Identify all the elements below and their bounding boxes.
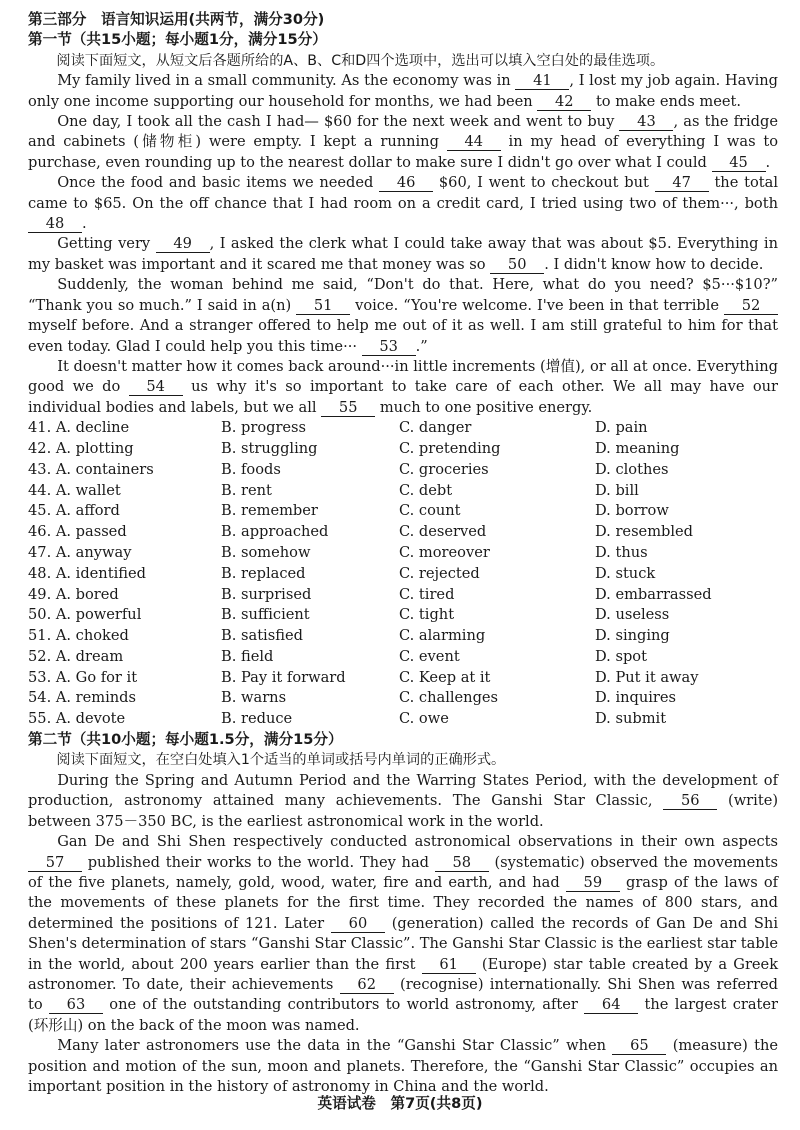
option-b: B. sufficient — [221, 606, 310, 624]
option-c: C. moreover — [399, 543, 490, 561]
option-c: C. rejected — [399, 564, 480, 582]
part-title: 第三部分 语言知识运用(共两节，满分30分) — [28, 11, 325, 28]
blank-45: 45 — [712, 154, 766, 172]
blank-65: 65 — [612, 1037, 666, 1055]
paragraph: My family lived in a small community. As the economy was in 41 , I lost my job again. Having only one income supporting our household for months, we had been 42 to make ends meet. — [28, 72, 778, 110]
blank-60: 60 — [331, 915, 385, 933]
paragraph: Gan De and Shi Shen respectively conducted astronomical observations in their own aspects 57 published their works to the world. They had 58 (systematic) observed the movements of the five planets, namely, gold, wood, water, fire and earth, and had 59 grasp of the laws of the movements of these planets for the first time. They recorded the names of 800 stars, and determined the positions of 121. Later 60 (generation) called the records of Gan De and Shi Shen's determination of stars “Ganshi Star Classic”. The Ganshi Star Classic is the earliest star table in the world, about 200 years earlier than the first 61 (Europe) star table created by a Greek astronomer. To date, their achievements 62 (recognise) internationally. Shi Shen was referred to 63 one of the outstanding contributors to world astronomy, after 64 the largest crater (环形山) on the back of the moon was named. — [28, 833, 779, 1034]
option-a: 53. A. Go for it — [28, 668, 138, 686]
option-c: C. tired — [399, 585, 455, 603]
blank-63: 63 — [49, 996, 103, 1014]
option-row — [28, 501, 778, 522]
option-b: B. reduce — [221, 710, 293, 728]
option-d: D. borrow — [595, 502, 669, 520]
blank-53: 53 — [362, 338, 416, 356]
blank-42: 42 — [537, 93, 591, 111]
option-a: 48. A. identified — [28, 564, 146, 582]
blank-46: 46 — [379, 174, 433, 192]
blank-48: 48 — [28, 215, 82, 233]
option-d: D. embarrassed — [595, 585, 712, 603]
option-c: C. groceries — [399, 460, 489, 478]
paragraph: Getting very 49 , I asked the clerk what I could take away that was about $5. Everything in my basket was important and it scared me that money was so 50 . I didn't know how to decide. — [28, 235, 778, 273]
option-d: D. pain — [595, 419, 648, 437]
blank-41: 41 — [515, 72, 569, 90]
option-a: 41. A. decline — [28, 419, 130, 437]
option-b: B. field — [221, 647, 274, 665]
blank-59: 59 — [566, 874, 620, 892]
option-row — [28, 585, 778, 606]
option-row — [28, 543, 778, 564]
blank-57: 57 — [28, 854, 82, 872]
option-a: 50. A. powerful — [28, 606, 142, 624]
option-c: C. owe — [399, 710, 449, 728]
option-c: C. tight — [399, 606, 455, 624]
option-c: C. deserved — [399, 523, 487, 541]
option-row — [28, 688, 778, 709]
blank-49: 49 — [156, 235, 210, 253]
option-row — [28, 564, 778, 585]
blank-52: 52 — [724, 297, 778, 315]
option-row — [28, 605, 778, 626]
option-row — [28, 626, 778, 647]
blank-47: 47 — [655, 174, 709, 192]
section1-instruction: 阅读下面短文，从短文后各题所给的A、B、C和D四个选项中，选出可以填入空白处的最佳选项。 — [56, 52, 665, 69]
blank-44: 44 — [447, 133, 501, 151]
option-d: D. useless — [595, 606, 670, 624]
option-a: 44. A. wallet — [28, 481, 121, 499]
blank-61: 61 — [422, 956, 476, 974]
option-b: B. replaced — [221, 564, 306, 582]
blank-51: 51 — [296, 297, 350, 315]
option-d: D. singing — [595, 627, 670, 645]
option-row — [28, 460, 778, 481]
option-c: C. Keep at it — [399, 668, 491, 686]
blank-64: 64 — [584, 996, 638, 1014]
option-row — [28, 522, 778, 543]
option-a: 46. A. passed — [28, 523, 127, 541]
option-d: D. submit — [595, 710, 667, 728]
option-a: 55. A. devote — [28, 710, 126, 728]
option-c: C. challenges — [399, 689, 499, 707]
cloze-passage — [28, 71, 778, 418]
options-table — [28, 418, 778, 730]
option-b: B. progress — [221, 419, 307, 437]
option-a: 49. A. bored — [28, 585, 119, 603]
option-row — [28, 439, 778, 460]
option-b: B. surprised — [221, 585, 312, 603]
option-c: C. event — [399, 647, 460, 665]
section1-title: 第一节（共15小题；每小题1分，满分15分） — [28, 31, 327, 49]
option-a: 47. A. anyway — [28, 543, 132, 561]
option-a: 52. A. dream — [28, 647, 124, 665]
option-d: D. bill — [595, 481, 639, 499]
option-c: C. alarming — [399, 627, 486, 645]
option-b: B. rent — [221, 481, 272, 499]
option-row — [28, 709, 778, 730]
option-d: D. meaning — [595, 439, 680, 457]
option-a: 45. A. afford — [28, 502, 120, 520]
option-c: C. debt — [399, 481, 453, 499]
option-b: B. warns — [221, 689, 287, 707]
option-a: 43. A. containers — [28, 460, 154, 478]
paragraph: It doesn't matter how it comes back around···in little increments (增值), or all at once. Everything good we do 54 us why it's so important to take care of each other. We all may have our individual bodies and labels, but we all 55 much to one positive energy. — [28, 357, 779, 416]
section2-instruction: 阅读下面短文，在空白处填入1个适当的单词或括号内单词的正确形式。 — [56, 752, 506, 769]
option-row — [28, 668, 778, 689]
option-b: B. somehow — [221, 543, 311, 561]
grammar-passage — [28, 771, 778, 1098]
blank-58: 58 — [435, 854, 489, 872]
page-footer: 英语试卷 第7页(共8页) — [317, 1095, 483, 1112]
option-row — [28, 418, 778, 439]
option-d: D. clothes — [595, 460, 669, 478]
blank-55: 55 — [321, 399, 375, 417]
blank-54: 54 — [129, 378, 183, 396]
option-b: B. remember — [221, 502, 318, 520]
option-d: D. inquires — [595, 689, 677, 707]
blank-43: 43 — [619, 113, 673, 131]
paragraph: One day, I took all the cash I had— $60 for the next week and went to buy 43 , as the fridge and cabinets (储物柜) were empty. I kept a running 44 in my head of everything I was to purchase, even rounding up to the nearest dollar to make sure I didn't go over what I could 45 . — [28, 113, 778, 171]
option-b: B. struggling — [221, 439, 318, 457]
option-d: D. spot — [595, 647, 647, 665]
blank-56: 56 — [663, 792, 717, 810]
option-row — [28, 481, 778, 502]
option-c: C. pretending — [399, 439, 501, 457]
option-d: D. stuck — [595, 564, 656, 582]
option-b: B. foods — [221, 460, 281, 478]
paragraph: Once the food and basic items we needed 46 $60, I went to checkout but 47 the total came to $65. On the off chance that I had room on a credit card, I tried using two of them···, both 48 . — [28, 174, 778, 233]
option-d: D. Put it away — [595, 668, 699, 686]
option-a: 42. A. plotting — [28, 439, 134, 457]
option-c: C. count — [399, 502, 461, 520]
option-a: 51. A. choked — [28, 627, 129, 645]
option-row — [28, 647, 778, 668]
paragraph: During the Spring and Autumn Period and the Warring States Period, with the development of production, astronomy attained many achievements. The Ganshi Star Classic, 56 (write) between 375－350 BC, is the earliest astronomical work in the world. — [28, 771, 779, 830]
option-b: B. Pay it forward — [221, 668, 346, 686]
section2-title: 第二节（共10小题；每小题1.5分，满分15分） — [28, 731, 343, 749]
option-d: D. thus — [595, 543, 648, 561]
option-b: B. satisfied — [221, 627, 303, 645]
option-d: D. resembled — [595, 523, 694, 541]
option-b: B. approached — [221, 523, 329, 541]
paragraph: Suddenly, the woman behind me said, “Don't do that. Here, what do you need? $5···$10?” “Thank you so much.” I said in a(n) 51 voice. “You're welcome. I've been in that terrible 52 myself before. And a stranger offered to help me out of it as well. I am still grateful to him for that even today. Glad I could help you this time··· 53 .” — [28, 276, 778, 355]
blank-50: 50 — [490, 256, 544, 274]
option-c: C. danger — [399, 419, 472, 437]
option-a: 54. A. reminds — [28, 689, 137, 707]
paragraph: Many later astronomers use the data in the “Ganshi Star Classic” when 65 (measure) the position and motion of the sun, moon and planets. Therefore, the “Ganshi Star Classic” occupies an important position in the history of astronomy in China and the world. — [28, 1037, 779, 1095]
blank-62: 62 — [340, 976, 394, 994]
